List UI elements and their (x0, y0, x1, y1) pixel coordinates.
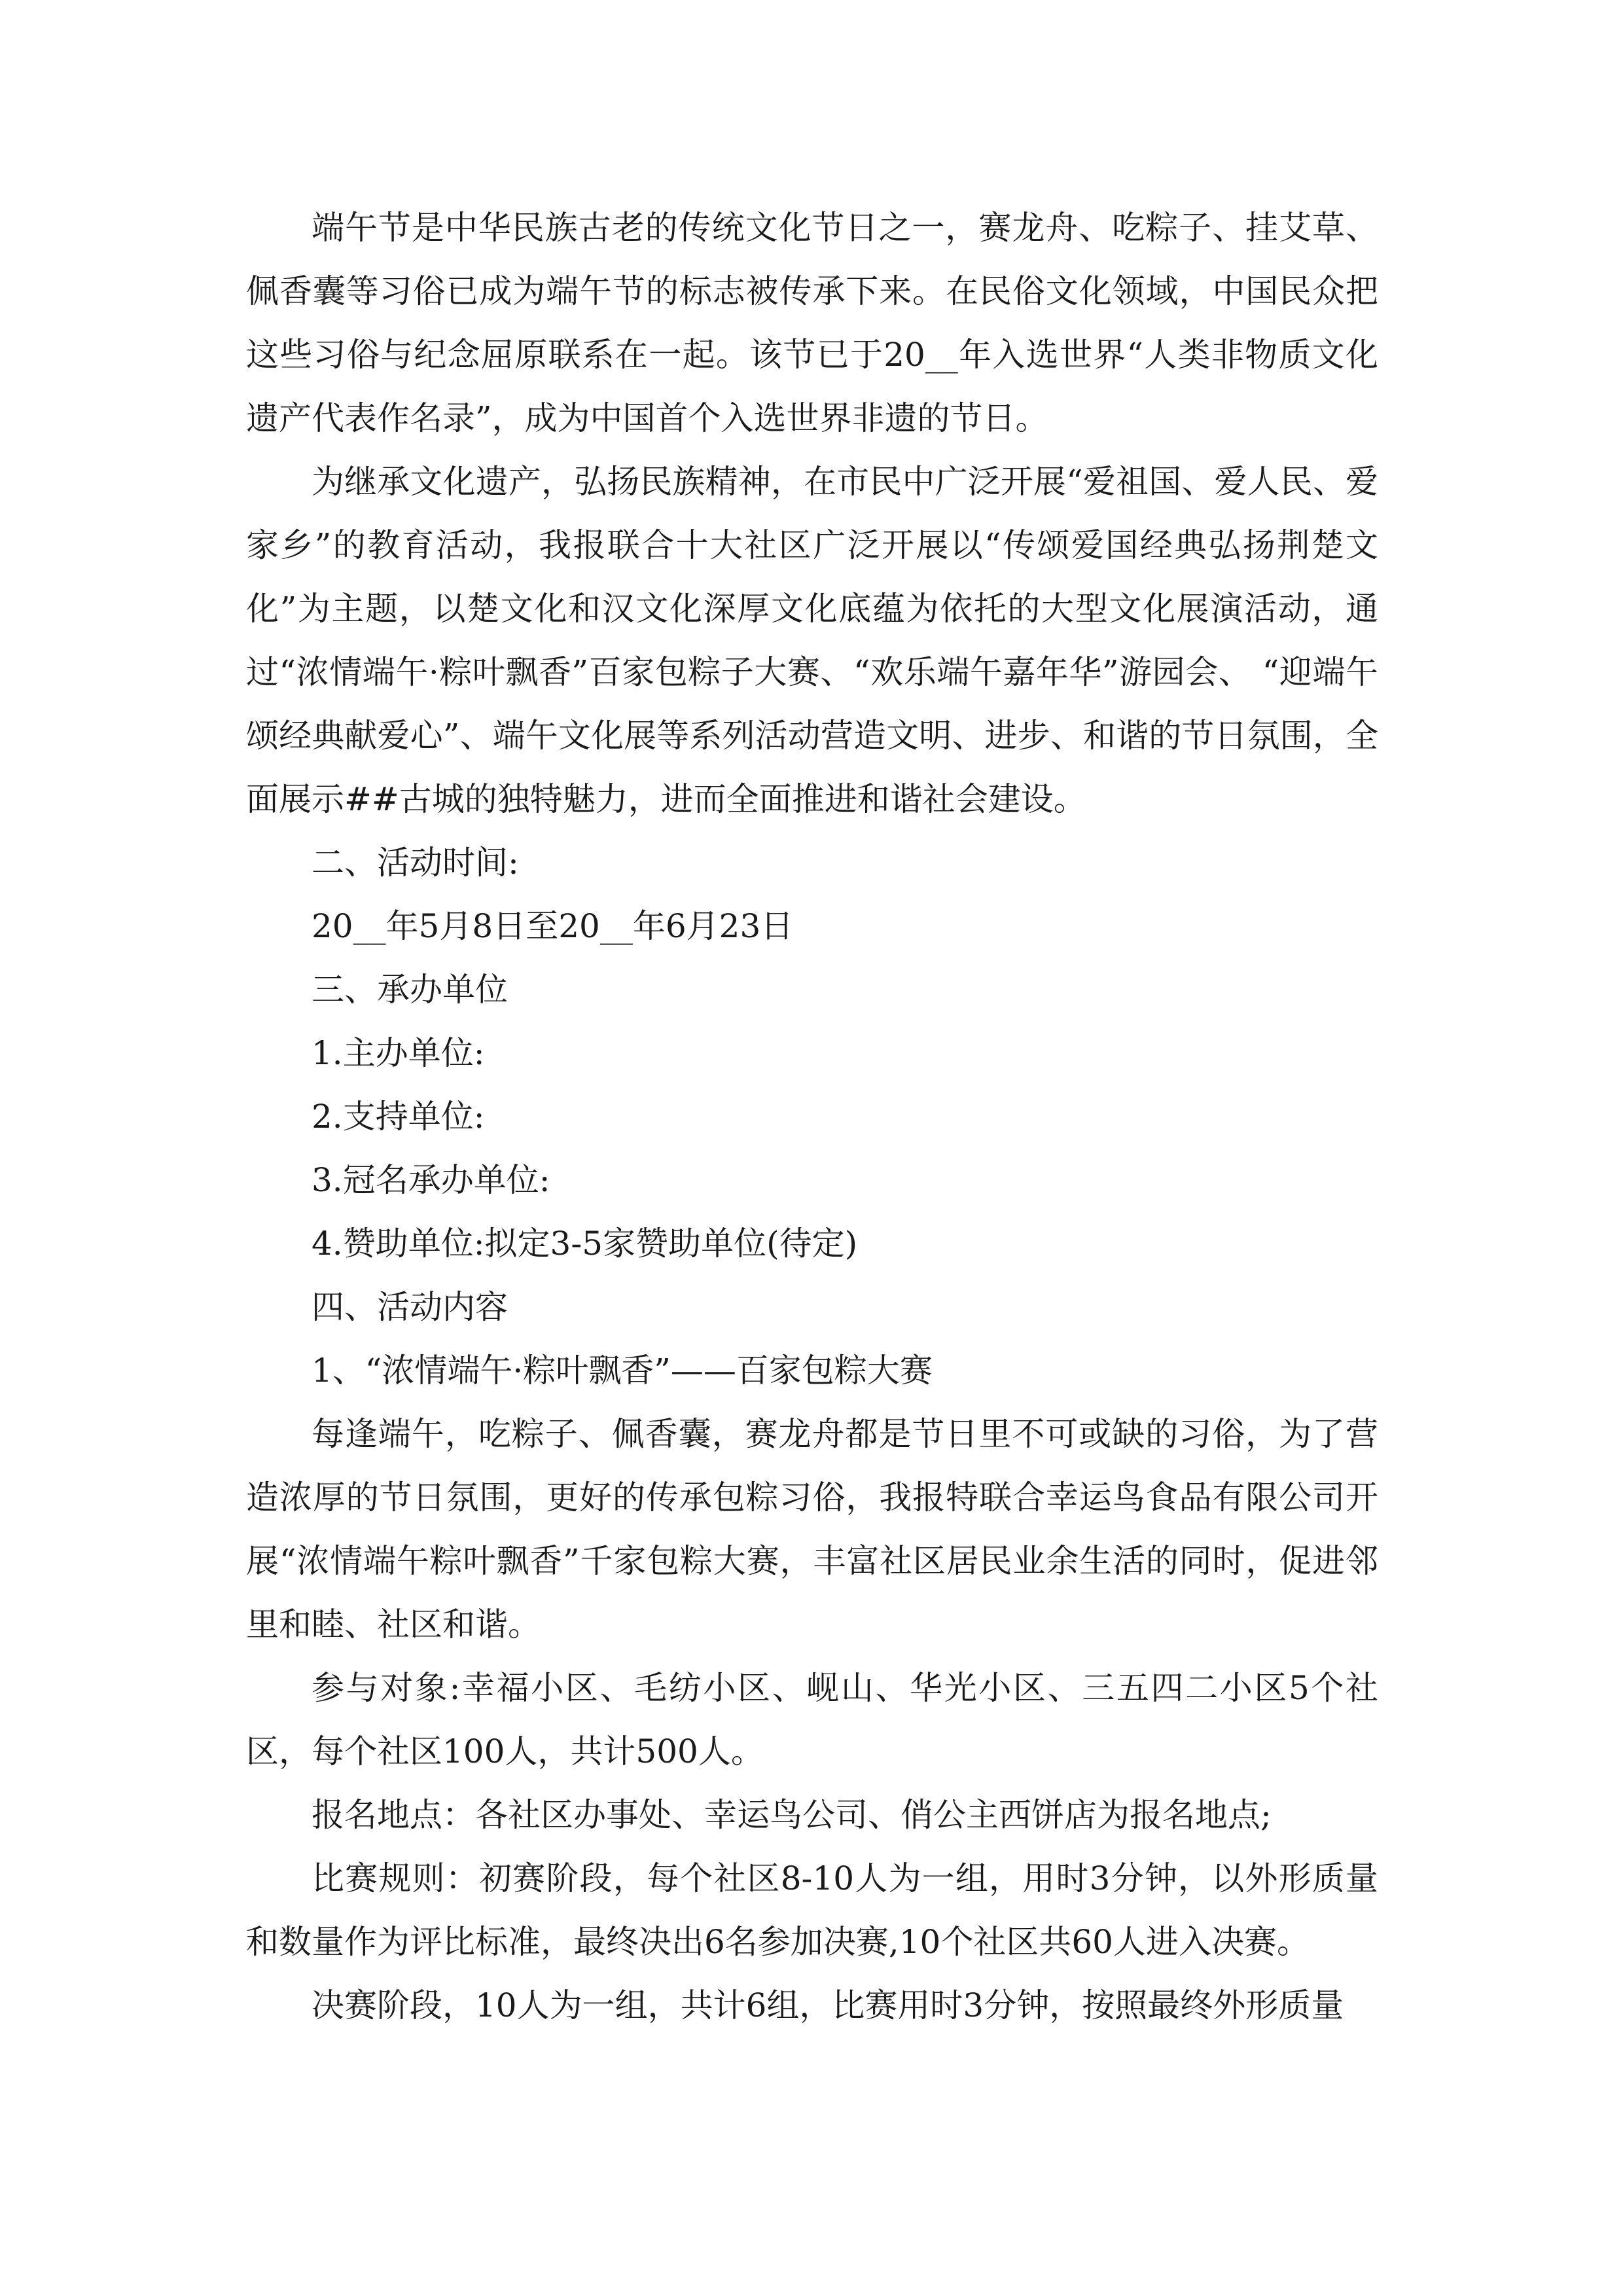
activity-date-range: 20__年5月8日至20__年6月23日 (312, 907, 794, 945)
paragraph-participants: 参与对象:幸福小区、毛纺小区、岘山、华光小区、三五四二小区5个社区，每个社区100人，共计500人。 (246, 1669, 1378, 1770)
paragraph-rules-preliminary: 比赛规则：初赛阶段，每个社区8-10人为一组，用时3分钟，以外形质量和数量作为评比标准，最终决出6名参加决赛,10个社区共60人进入决赛。 (246, 1859, 1378, 1961)
organizer-title-sponsor: 3.冠名承办单位: (312, 1161, 550, 1199)
paragraph-rules-final: 决赛阶段，10人为一组，共计6组，比赛用时3分钟，按照最终外形质量 (312, 1986, 1344, 2024)
paragraph-purpose: 为继承文化遗产，弘扬民族精神，在市民中广泛开展“爱祖国、爱人民、爱家乡”的教育活动，我报联合十大社区广泛开展以“传颂爱国经典弘扬荆楚文化”为主题，以楚文化和汉文化深厚文化底蕴为依托的大型文化展演活动，通过“浓情端午·粽叶飘香”百家包粽子大赛、“欢乐端午嘉年华”游园会、 “迎端午颂经典献爱心”、端午文化展等系列活动营造文明、进步、和谐的节日氛围，全面展示##古城的独特魅力，进而全面推进和谐社会建设。 (246, 463, 1378, 818)
paragraph-intro: 端午节是中华民族古老的传统文化节日之一，赛龙舟、吃粽子、挂艾草、佩香囊等习俗已成为端午节的标志被传承下来。在民俗文化领域，中国民众把这些习俗与纪念屈原联系在一起。该节已于20__年入选世界“人类非物质文化遗产代表作名录”，成为中国首个入选世界非遗的节日。 (246, 209, 1378, 437)
organizer-sponsors: 4.赞助单位:拟定3-5家赞助单位(待定) (312, 1225, 858, 1263)
organizer-host: 1.主办单位: (312, 1034, 485, 1072)
organizer-support: 2.支持单位: (312, 1098, 485, 1136)
subheading-zongzi-contest: 1、“浓情端午·粽叶飘香”——百家包粽大赛 (312, 1352, 933, 1390)
heading-activity-content: 四、活动内容 (312, 1288, 508, 1326)
heading-organizers: 三、承办单位 (312, 971, 508, 1009)
paragraph-registration: 报名地点：各社区办事处、幸运鸟公司、俏公主西饼店为报名地点; (312, 1796, 1272, 1834)
heading-activity-time: 二、活动时间: (312, 844, 519, 882)
document-body (246, 196, 1378, 2037)
paragraph-contest-description: 每逢端午，吃粽子、佩香囊，赛龙舟都是节日里不可或缺的习俗，为了营造浓厚的节日氛围，更好的传承包粽习俗，我报特联合幸运鸟食品有限公司开展“浓情端午粽叶飘香”千家包粽大赛，丰富社区居民业余生活的同时，促进邻里和睦、社区和谐。 (246, 1415, 1378, 1643)
